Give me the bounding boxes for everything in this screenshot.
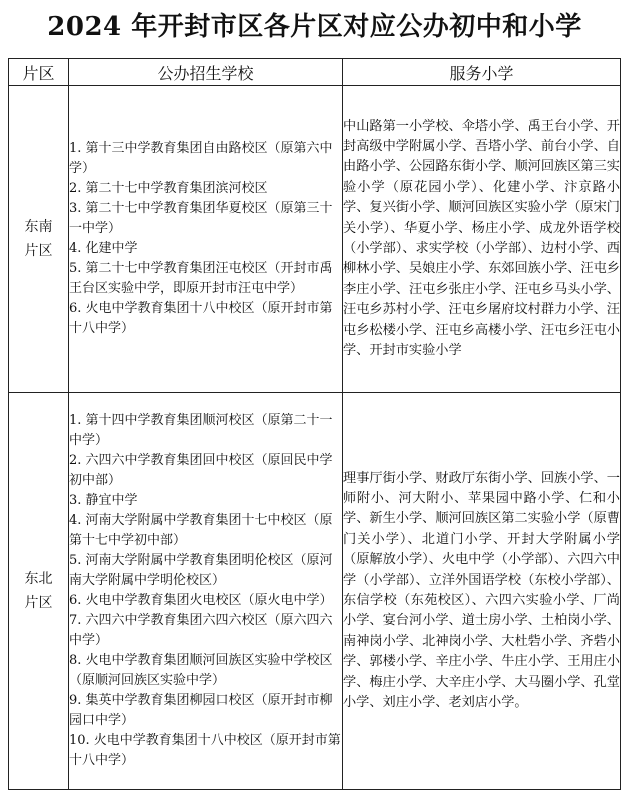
zone-cell	[9, 86, 69, 393]
table-row	[9, 393, 621, 790]
school-item: 6. 火电中学教育集团十八中校区（原开封市第十八中学）	[69, 301, 333, 336]
school-item: 3. 第二十七中学教育集团华夏校区（原第三十一中学）	[69, 201, 333, 236]
school-item: 1. 第十四中学教育集团顺河校区（原第二十一中学）	[69, 413, 333, 448]
school-item: 2. 六四六中学教育集团回中校区（原回民中学初中部）	[69, 453, 333, 488]
school-item: 6. 火电中学教育集团火电校区（原火电中学）	[69, 593, 333, 608]
schools-cell	[69, 86, 343, 393]
services-cell: 中山路第一小学校、伞塔小学、禹王台小学、开封高级中学附属小学、吾塔小学、前台小学、自由路小学、公园路东街小学、顺河回族区第三实验小学（原花园小学）、化建小学、汴京路小学、复兴街小学、顺河回族区实验小学（原宋门关小学）、华夏小学、杨庄小学、成龙外语学校（小学部）、求实学校（小学部）、边村小学、西柳林小学、吴娘庄小学、东郊回族小学、汪屯乡李庄小学、汪屯乡张庄小学、汪屯乡马头小学、汪屯乡苏村小学、汪屯乡屠府坟村群力小学、汪屯乡松楼小学、汪屯乡高楼小学、汪屯乡汪屯小学、开封市实验小学	[343, 86, 621, 393]
school-item: 8. 火电中学教育集团顺河回族区实验中学校区（原顺河回族区实验中学）	[69, 653, 333, 688]
table-row	[9, 86, 621, 393]
school-item: 1. 第十三中学教育集团自由路校区（原第六中学）	[69, 141, 333, 176]
header-services: 服务小学	[343, 59, 621, 86]
header-zone: 片区	[9, 59, 69, 86]
services-cell: 理事厅街小学、财政厅东街小学、回族小学、一师附小、河大附小、苹果园中路小学、仁和小学、新生小学、顺河回族区第二实验小学（原曹门关小学）、北道门小学、开封大学附属小学（原解放小学）、火电中学（小学部）、六四六中学（小学部）、立洋外国语学校（东校小学部）、东信学校（东苑校区）、六四六实验小学、厂尚小学、宴台河小学、道士房小学、土柏岗小学、南神岗小学、北神岗小学、大杜砦小学、齐砦小学、郭楼小学、辛庄小学、牛庄小学、王用庄小学、梅庄小学、大辛庄小学、大马圈小学、孔堂小学、刘庄小学、老刘店小学。	[343, 393, 621, 790]
zone-label: 东北片区	[24, 571, 53, 611]
zone-label: 东南片区	[24, 219, 53, 259]
table-header-row	[9, 59, 621, 86]
school-item: 2. 第二十七中学教育集团滨河校区	[69, 181, 268, 196]
school-item: 4. 化建中学	[69, 241, 138, 256]
schools-cell	[69, 393, 343, 790]
district-table	[8, 58, 621, 790]
school-item: 9. 集英中学教育集团柳园口校区（原开封市柳园口中学）	[69, 693, 333, 728]
school-item: 5. 河南大学附属中学教育集团明伦校区（原河南大学附属中学明伦校区）	[69, 553, 333, 588]
school-item: 4. 河南大学附属中学教育集团十七中校区（原第十七中学初中部）	[69, 513, 333, 548]
zone-cell	[9, 393, 69, 790]
school-item: 3. 静宜中学	[69, 493, 138, 508]
school-item: 10. 火电中学教育集团十八中校区（原开封市第十八中学）	[69, 733, 341, 768]
school-item: 7. 六四六中学教育集团六四六校区（原六四六中学）	[69, 613, 333, 648]
school-item: 5. 第二十七中学教育集团汪屯校区（开封市禹王台区实验中学，即原开封市汪屯中学）	[69, 261, 333, 296]
page-title: 2024 年开封市区各片区对应公办初中和小学	[47, 12, 582, 42]
header-schools: 公办招生学校	[69, 59, 343, 86]
